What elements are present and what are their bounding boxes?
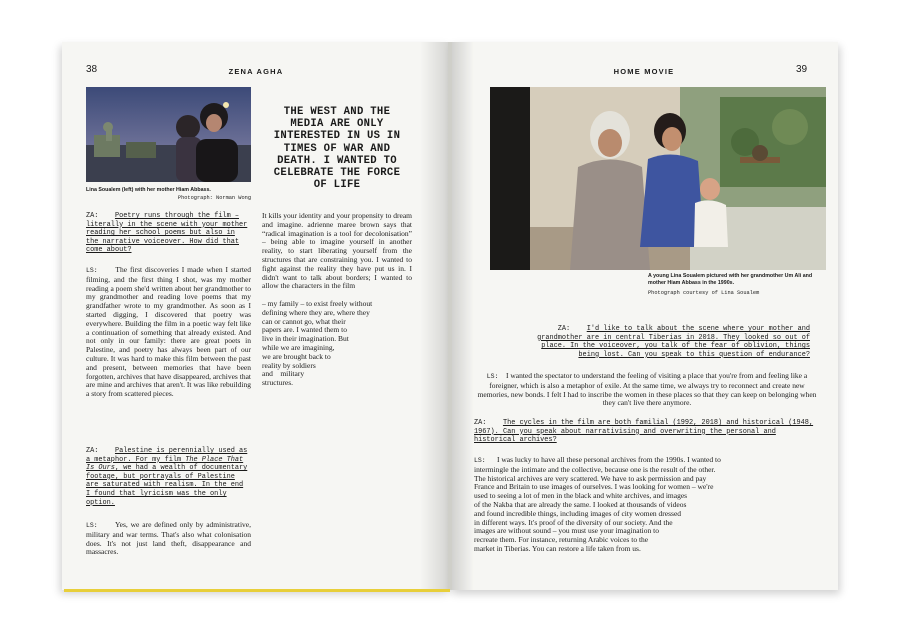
page-number-right: 39 [796, 64, 808, 75]
poem-line: reality by soldiers [262, 360, 316, 370]
photo-family-image [490, 87, 826, 270]
answer-text: I was lucky to have all these personal archives from the 1990s. I wanted to [496, 455, 721, 464]
answer-line: used to seeing a lot of men in the black and white archives, and images [474, 491, 688, 501]
film-title: The Place That Is Ours [86, 455, 244, 473]
answer-text: I wanted the spectator to understand the feeling of visiting a place that you're from and feeling like a foreigner, which is also a metaphor of exile. At the same time, we always try to reconnect and create new memories, new bonds. I felt I had to inscribe the women in these places so that they can keep on belonging when they can't live there anymore. [477, 371, 817, 408]
speaker-tag: ZA: [474, 419, 487, 427]
answer-line: and found incredible things, including images of city women dressed [474, 508, 682, 518]
photo-caption-left: Lina Soualem (left) with her mother Hiam Abbass. [86, 187, 211, 193]
poem-line: while we are imagining, [262, 342, 335, 352]
photo-family-balcony [490, 87, 826, 270]
photo-lina-and-mother [86, 87, 251, 182]
poem-line: structures. [262, 378, 294, 388]
poem-line: papers are. I wanted them to [262, 325, 347, 335]
running-head-right: HOME MOVIE [613, 67, 675, 76]
running-head-left: ZENA AGHA [228, 67, 284, 76]
column2-shaped-text [262, 300, 412, 388]
question-text-start: Palestine is perennially used as a metaphor. For my film [86, 447, 248, 464]
question-text: I'd like to talk about the scene where your mother and grandmother are in central Tiberias in 2018. They looked so out of place. In the voiceover, you talk of the fear of oblivion, things being lost. Can you speak to this question of endurance? [537, 325, 810, 359]
right-page [450, 42, 838, 590]
answer-line: of the Nakba that are already the same. I looked at thousands of videos [474, 499, 687, 509]
speaker-tag: ZA: [86, 447, 99, 455]
answer-line: images are without sound – you must use your imagination to [474, 526, 659, 536]
poem-line: and military [262, 369, 305, 379]
question-text: Poetry runs through the film – literally in the scene with your mother reading her school poems but also in the narrative voiceover. How did that come about? [86, 212, 248, 255]
speaker-tag: ZA: [86, 212, 99, 220]
question-text-end: , we had a wealth of documentary footage, but portrayals of Palestine are saturated with realism. In the end I found that lyricism was the only option. [86, 464, 248, 507]
speaker-tag: LS: [86, 522, 98, 529]
cover-edge [64, 589, 450, 592]
speaker-tag: ZA: [557, 325, 571, 333]
poem-line: – my family – to exist freely without [262, 299, 373, 308]
speaker-tag: LS: [486, 373, 499, 380]
answer-text: Yes, we are defined only by administrative, military and war terms. That's also what colonisation does. It's not just land theft, disappearance and massacres. [86, 520, 251, 557]
question-text: The cycles in the film are both familial (1992, 2018) and historical (1948, 1967). Can you speak about narrativising and overwriting the personal and historical archives? [474, 419, 814, 445]
magazine-spine [448, 42, 452, 590]
column2-justified-text: It kills your identity and your propensity to dream and imagine. adrienne maree brown says that “radical imagination is a tool for decolonisation” – being able to imagine yourself in another reality, to start liberating yourself from the structures that are constraining you. I wanted to fight against the reality they have put us in. I didn't want to talk about borders; I wanted to allow the characters in the film [262, 211, 412, 291]
answer-line: recreate them. For instance, returning Arabic voices to the [474, 535, 649, 545]
answer-line: France and Britain to use images of ourselves. I was looking for women – we're [474, 482, 714, 492]
left-page [62, 42, 450, 590]
page-number-left: 38 [86, 64, 98, 75]
photo-credit-right: Photograph courtesy of Lina Soualem [648, 290, 760, 296]
answer-ls-poetry [86, 266, 251, 399]
poem-line: live in their imagination. But [262, 334, 349, 344]
question-za-tiberias [520, 325, 810, 359]
question-za-metaphor [86, 447, 251, 507]
speaker-tag: LS: [474, 457, 486, 464]
answer-line: in different ways. It's proof of the diversity of our society. And the [474, 517, 673, 527]
answer-line: market in Tiberias. You can restore a life taken from us. [474, 543, 641, 553]
answer-ls-archives [474, 456, 824, 554]
poem-line: we are brought back to [262, 351, 331, 361]
poem-line: can or cannot go, what their [262, 316, 346, 326]
answer-text: The first discoveries I made when I started filming, and the first thing I shot, was my mother reading a poem she'd written about her grandmother to my grandmother and reading love poems that my grandfather wrote to my grandmother. As soon as I started digging, I discovered that poetry was everywhere. Building the film in a poetic way felt like a continuation of something that already existed. And not only in our family: there are great poets in Palestine, and poetry has always been part of our culture. It was hard to make this film between the past and present, between memories that have been forgotten, archives that have disappeared, archives that are mine and archives that aren't. It was like rebuilding a story from scattered pieces. [86, 265, 251, 399]
photo-night-scene-image [86, 87, 251, 182]
answer-line: The historical archives are very scattered. We have to ask permission and pay [474, 473, 707, 483]
photo-credit-left: Photograph: Norman Wong [177, 195, 251, 201]
question-za-poetry [86, 212, 251, 255]
poem-line: defining where they are, where they [262, 307, 370, 317]
pull-quote: THE WEST AND THE MEDIA ARE ONLY INTERESTED IN US IN TIMES OF WAR AND DEATH. I WANTED TO CELEBRATE THE FORCE OF LIFE [273, 106, 401, 192]
answer-ls-foreigner [474, 372, 820, 408]
answer-line: intermingle the intimate and the collective, because one is the result of the other. [474, 464, 716, 474]
answer-ls-defined [86, 521, 251, 557]
speaker-tag: LS: [86, 267, 98, 274]
question-za-cycles [474, 419, 814, 445]
photo-caption-right: A young Lina Soualem pictured with her grandmother Um Ali and mother Hiam Abbass in the 1990s. [648, 273, 813, 286]
